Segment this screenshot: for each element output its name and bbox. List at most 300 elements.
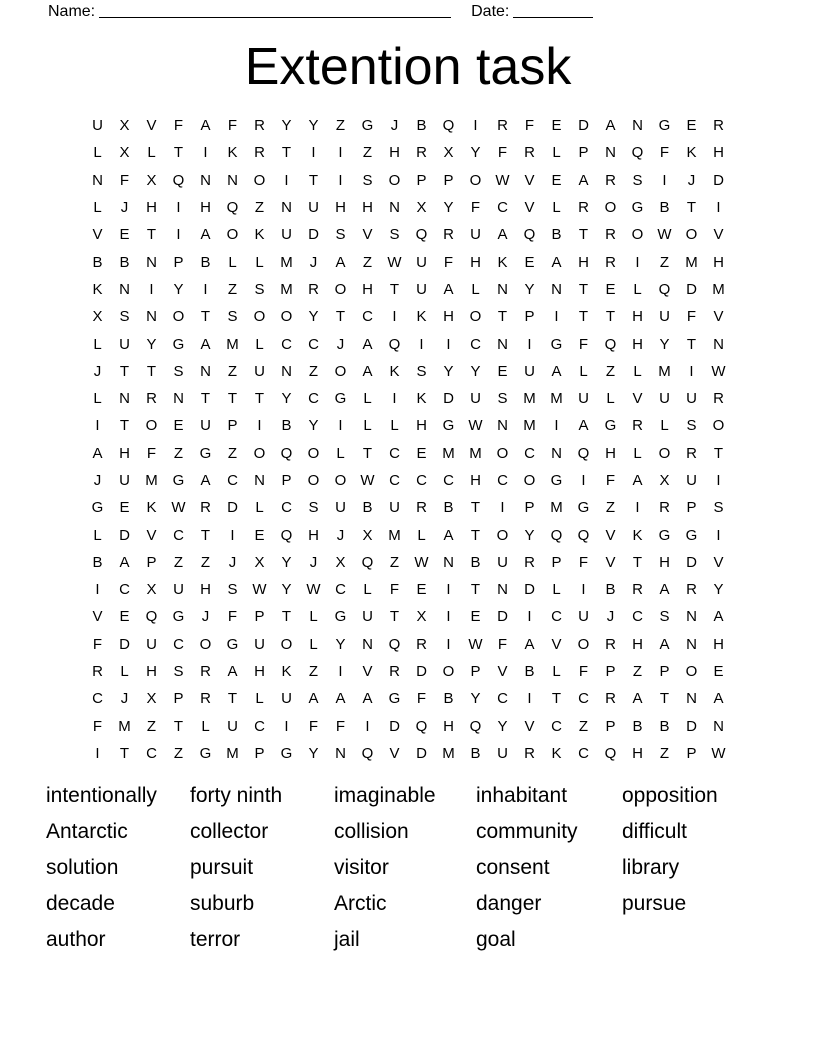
grid-cell[interactable]: L (255, 499, 264, 517)
grid-cell[interactable]: C (308, 390, 319, 408)
grid-cell[interactable]: S (416, 362, 427, 380)
grid-cell[interactable]: G (685, 526, 698, 544)
grid-cell[interactable]: N (497, 335, 508, 353)
grid-cell[interactable]: D (578, 117, 589, 135)
grid-cell[interactable]: V (713, 553, 724, 571)
grid-cell[interactable]: O (199, 635, 212, 653)
grid-cell[interactable]: F (389, 581, 400, 599)
grid-cell[interactable]: Y (470, 144, 481, 162)
grid-cell[interactable]: U (146, 635, 157, 653)
grid-cell[interactable]: Y (443, 199, 454, 217)
grid-cell[interactable]: G (577, 499, 590, 517)
grid-cell[interactable]: R (632, 417, 643, 435)
word-list-item[interactable]: opposition (622, 784, 718, 807)
grid-cell[interactable]: T (659, 690, 670, 708)
grid-cell[interactable]: X (416, 608, 427, 626)
grid-cell[interactable]: W (468, 417, 483, 435)
grid-cell[interactable]: R (578, 199, 589, 217)
grid-cell[interactable]: L (606, 390, 615, 408)
grid-cell[interactable]: Y (173, 280, 184, 298)
grid-cell[interactable]: C (389, 444, 400, 462)
grid-cell[interactable]: I (203, 144, 208, 162)
grid-cell[interactable]: W (252, 581, 267, 599)
grid-cell[interactable]: N (389, 199, 400, 217)
grid-cell[interactable]: L (309, 608, 318, 626)
grid-cell[interactable]: L (93, 335, 102, 353)
grid-cell[interactable]: O (334, 362, 347, 380)
grid-cell[interactable]: S (308, 499, 319, 517)
grid-cell[interactable]: I (446, 635, 451, 653)
grid-cell[interactable]: C (173, 635, 184, 653)
grid-cell[interactable]: Q (604, 744, 617, 762)
grid-cell[interactable]: I (662, 171, 667, 189)
grid-cell[interactable]: N (119, 390, 130, 408)
grid-cell[interactable]: O (334, 472, 347, 489)
grid-cell[interactable]: I (419, 335, 424, 353)
grid-cell[interactable]: O (172, 308, 185, 326)
grid-cell[interactable]: L (336, 444, 345, 462)
grid-cell[interactable]: S (632, 171, 643, 189)
grid-cell[interactable]: R (686, 444, 697, 462)
grid-cell[interactable]: X (659, 472, 670, 489)
grid-cell[interactable]: G (226, 635, 239, 653)
grid-cell[interactable]: P (173, 253, 184, 271)
grid-cell[interactable]: K (146, 499, 157, 517)
grid-cell[interactable]: O (388, 171, 401, 189)
grid-cell[interactable]: I (527, 690, 532, 708)
grid-cell[interactable]: L (633, 280, 642, 298)
grid-cell[interactable]: A (443, 280, 454, 298)
grid-cell[interactable]: C (281, 335, 292, 353)
grid-cell[interactable]: L (255, 253, 264, 271)
grid-cell[interactable]: T (470, 581, 481, 599)
grid-cell[interactable]: S (173, 663, 184, 681)
grid-cell[interactable]: T (470, 499, 481, 517)
grid-cell[interactable]: H (146, 199, 157, 217)
grid-cell[interactable]: A (659, 635, 670, 653)
grid-cell[interactable]: F (227, 117, 238, 135)
grid-cell[interactable]: L (255, 690, 264, 708)
grid-cell[interactable]: S (497, 390, 508, 408)
grid-cell[interactable]: Q (577, 444, 590, 462)
grid-cell[interactable]: C (551, 717, 562, 735)
grid-cell[interactable]: I (446, 581, 451, 599)
grid-cell[interactable]: Y (308, 308, 319, 326)
grid-cell[interactable]: B (470, 744, 481, 762)
grid-cell[interactable]: I (257, 417, 262, 435)
grid-cell[interactable]: T (605, 308, 616, 326)
grid-cell[interactable]: L (552, 144, 561, 162)
grid-cell[interactable]: B (524, 663, 535, 681)
grid-cell[interactable]: I (446, 335, 451, 353)
grid-cell[interactable]: L (552, 663, 561, 681)
grid-cell[interactable]: G (172, 335, 185, 353)
grid-cell[interactable]: A (92, 444, 103, 462)
grid-cell[interactable]: B (443, 499, 454, 517)
grid-cell[interactable]: Y (335, 635, 346, 653)
grid-cell[interactable]: T (578, 280, 589, 298)
grid-cell[interactable]: T (200, 526, 211, 544)
grid-cell[interactable]: Z (254, 199, 265, 217)
grid-cell[interactable]: P (470, 663, 481, 681)
word-list-item[interactable]: pursuit (190, 856, 254, 879)
grid-cell[interactable]: I (149, 280, 154, 298)
grid-cell[interactable]: F (497, 635, 508, 653)
grid-cell[interactable]: I (527, 608, 532, 626)
grid-cell[interactable]: R (605, 171, 616, 189)
grid-cell[interactable]: U (497, 553, 508, 571)
grid-cell[interactable]: L (471, 280, 480, 298)
grid-cell[interactable]: F (470, 199, 481, 217)
grid-cell[interactable]: I (554, 308, 559, 326)
grid-cell[interactable]: V (362, 663, 373, 681)
grid-cell[interactable]: A (551, 362, 562, 380)
grid-cell[interactable]: G (172, 472, 185, 489)
grid-cell[interactable]: L (93, 144, 102, 162)
grid-cell[interactable]: J (687, 171, 696, 189)
grid-cell[interactable]: I (581, 581, 586, 599)
grid-cell[interactable]: A (497, 226, 508, 244)
grid-cell[interactable]: Y (308, 744, 319, 762)
grid-cell[interactable]: W (495, 171, 510, 189)
word-search-grid[interactable] (84, 112, 732, 767)
grid-cell[interactable]: R (605, 635, 616, 653)
grid-cell[interactable]: L (552, 199, 561, 217)
grid-cell[interactable]: I (176, 199, 181, 217)
grid-cell[interactable]: R (632, 581, 643, 599)
grid-cell[interactable]: P (551, 553, 562, 571)
word-list-item[interactable]: difficult (622, 820, 687, 843)
grid-cell[interactable]: I (284, 717, 289, 735)
grid-cell[interactable]: I (581, 472, 586, 489)
grid-cell[interactable]: W (171, 499, 186, 517)
grid-cell[interactable]: R (659, 499, 670, 517)
grid-cell[interactable]: A (200, 472, 211, 489)
grid-cell[interactable]: W (657, 226, 672, 244)
grid-cell[interactable]: U (659, 308, 670, 326)
grid-cell[interactable]: O (307, 472, 320, 489)
grid-cell[interactable]: A (713, 690, 724, 708)
grid-cell[interactable]: R (254, 117, 265, 135)
grid-cell[interactable]: P (605, 663, 616, 681)
grid-cell[interactable]: O (307, 444, 320, 462)
grid-cell[interactable]: H (335, 199, 346, 217)
grid-cell[interactable]: P (524, 308, 535, 326)
grid-cell[interactable]: R (200, 663, 211, 681)
grid-cell[interactable]: A (578, 417, 589, 435)
grid-cell[interactable]: M (685, 253, 698, 271)
grid-cell[interactable]: Y (524, 526, 535, 544)
grid-cell[interactable]: V (389, 744, 400, 762)
grid-cell[interactable]: L (579, 362, 588, 380)
grid-cell[interactable]: F (578, 663, 589, 681)
grid-cell[interactable]: G (658, 117, 671, 135)
grid-cell[interactable]: L (120, 663, 129, 681)
grid-cell[interactable]: N (713, 717, 724, 735)
grid-cell[interactable]: T (578, 308, 589, 326)
grid-cell[interactable]: I (365, 717, 370, 735)
grid-cell[interactable]: H (308, 526, 319, 544)
grid-cell[interactable]: U (470, 390, 481, 408)
grid-cell[interactable]: R (605, 690, 616, 708)
grid-cell[interactable]: E (254, 526, 265, 544)
grid-cell[interactable]: Q (145, 608, 158, 626)
grid-cell[interactable]: Q (442, 117, 455, 135)
grid-cell[interactable]: I (689, 362, 694, 380)
grid-cell[interactable]: X (416, 199, 427, 217)
grid-cell[interactable]: T (227, 690, 238, 708)
grid-cell[interactable]: P (686, 744, 697, 762)
word-list-item[interactable]: solution (46, 856, 119, 879)
grid-cell[interactable]: A (632, 472, 643, 489)
grid-cell[interactable]: D (524, 581, 535, 599)
grid-cell[interactable]: U (119, 472, 130, 489)
grid-cell[interactable]: V (524, 199, 535, 217)
grid-cell[interactable]: I (95, 417, 100, 435)
grid-cell[interactable]: M (712, 280, 725, 298)
grid-cell[interactable]: O (496, 444, 509, 462)
grid-cell[interactable]: W (468, 635, 483, 653)
grid-cell[interactable]: C (335, 581, 346, 599)
grid-cell[interactable]: Z (362, 253, 373, 271)
grid-cell[interactable]: I (554, 417, 559, 435)
grid-cell[interactable]: I (338, 171, 343, 189)
grid-cell[interactable]: W (387, 253, 402, 271)
grid-cell[interactable]: S (227, 308, 238, 326)
grid-cell[interactable]: V (524, 717, 535, 735)
grid-cell[interactable]: F (686, 308, 697, 326)
grid-cell[interactable]: L (93, 526, 102, 544)
grid-cell[interactable]: N (200, 171, 211, 189)
grid-cell[interactable]: F (497, 144, 508, 162)
word-list-item[interactable]: collector (190, 820, 269, 843)
grid-cell[interactable]: Z (227, 280, 238, 298)
grid-cell[interactable]: R (200, 499, 211, 517)
grid-cell[interactable]: T (335, 308, 346, 326)
grid-cell[interactable]: B (659, 199, 670, 217)
grid-cell[interactable]: Q (415, 717, 428, 735)
grid-cell[interactable]: F (578, 335, 589, 353)
grid-cell[interactable]: B (92, 253, 103, 271)
grid-cell[interactable]: H (578, 253, 589, 271)
grid-cell[interactable]: Y (443, 362, 454, 380)
grid-cell[interactable]: P (146, 553, 157, 571)
grid-cell[interactable]: H (713, 144, 724, 162)
grid-cell[interactable]: E (119, 608, 130, 626)
grid-cell[interactable]: Q (280, 444, 293, 462)
grid-cell[interactable]: S (227, 581, 238, 599)
grid-cell[interactable]: R (524, 144, 535, 162)
grid-cell[interactable]: B (92, 553, 103, 571)
grid-cell[interactable]: K (227, 144, 238, 162)
grid-cell[interactable]: T (200, 308, 211, 326)
grid-cell[interactable]: R (389, 663, 400, 681)
date-write-in-line[interactable] (513, 2, 593, 18)
grid-cell[interactable]: O (469, 308, 482, 326)
grid-cell[interactable]: Q (550, 526, 563, 544)
grid-cell[interactable]: F (173, 117, 184, 135)
grid-cell[interactable]: H (362, 199, 373, 217)
grid-cell[interactable]: Z (308, 362, 319, 380)
grid-cell[interactable]: Q (361, 553, 374, 571)
grid-cell[interactable]: F (605, 472, 616, 489)
grid-cell[interactable]: R (146, 390, 157, 408)
grid-cell[interactable]: Q (604, 335, 617, 353)
word-list-item[interactable]: Antarctic (46, 820, 128, 843)
grid-cell[interactable]: Q (577, 526, 590, 544)
grid-cell[interactable]: D (497, 608, 508, 626)
grid-cell[interactable]: G (91, 499, 104, 517)
grid-cell[interactable]: G (280, 744, 293, 762)
grid-cell[interactable]: S (389, 226, 400, 244)
grid-cell[interactable]: U (173, 581, 184, 599)
grid-cell[interactable]: V (632, 390, 643, 408)
grid-cell[interactable]: I (635, 499, 640, 517)
grid-cell[interactable]: Z (362, 144, 373, 162)
grid-cell[interactable]: F (335, 717, 346, 735)
grid-cell[interactable]: Z (335, 117, 346, 135)
grid-cell[interactable]: M (280, 280, 293, 298)
grid-cell[interactable]: E (713, 663, 724, 681)
word-list-item[interactable]: forty ninth (190, 784, 283, 807)
grid-cell[interactable]: R (605, 226, 616, 244)
grid-cell[interactable]: C (497, 199, 508, 217)
grid-cell[interactable]: E (470, 608, 481, 626)
grid-cell[interactable]: B (200, 253, 211, 271)
grid-cell[interactable]: U (497, 744, 508, 762)
grid-cell[interactable]: O (280, 635, 293, 653)
grid-cell[interactable]: E (416, 444, 427, 462)
grid-cell[interactable]: T (389, 608, 400, 626)
grid-cell[interactable]: F (92, 717, 103, 735)
grid-cell[interactable]: J (93, 472, 102, 489)
grid-cell[interactable]: Y (470, 690, 481, 708)
grid-cell[interactable]: T (254, 390, 265, 408)
grid-cell[interactable]: C (470, 335, 481, 353)
grid-cell[interactable]: M (226, 744, 239, 762)
grid-cell[interactable]: E (416, 581, 427, 599)
grid-cell[interactable]: Y (281, 581, 292, 599)
grid-cell[interactable]: M (226, 335, 239, 353)
grid-cell[interactable]: T (578, 226, 589, 244)
grid-cell[interactable]: B (605, 581, 616, 599)
grid-cell[interactable]: V (524, 171, 535, 189)
grid-cell[interactable]: S (335, 226, 346, 244)
grid-cell[interactable]: R (605, 253, 616, 271)
grid-cell[interactable]: I (635, 253, 640, 271)
grid-cell[interactable]: H (443, 717, 454, 735)
word-list-item[interactable]: goal (476, 928, 516, 951)
grid-cell[interactable]: N (605, 144, 616, 162)
grid-cell[interactable]: D (416, 663, 427, 681)
grid-cell[interactable]: C (92, 690, 103, 708)
grid-cell[interactable]: U (470, 226, 481, 244)
grid-cell[interactable]: R (92, 663, 103, 681)
grid-cell[interactable]: C (443, 472, 454, 489)
grid-cell[interactable]: I (392, 390, 397, 408)
grid-cell[interactable]: R (686, 581, 697, 599)
grid-cell[interactable]: R (713, 117, 724, 135)
word-list-item[interactable]: decade (46, 892, 115, 915)
grid-cell[interactable]: L (660, 417, 669, 435)
grid-cell[interactable]: G (631, 199, 644, 217)
grid-cell[interactable]: K (497, 253, 508, 271)
grid-cell[interactable]: M (388, 526, 401, 544)
grid-cell[interactable]: O (496, 526, 509, 544)
grid-cell[interactable]: A (362, 690, 373, 708)
grid-cell[interactable]: S (362, 171, 373, 189)
grid-cell[interactable]: V (146, 526, 157, 544)
grid-cell[interactable]: E (551, 117, 562, 135)
grid-cell[interactable]: X (146, 690, 157, 708)
grid-cell[interactable]: X (254, 553, 265, 571)
word-list-item[interactable]: visitor (334, 856, 389, 879)
grid-cell[interactable]: O (280, 308, 293, 326)
grid-cell[interactable]: N (686, 690, 697, 708)
grid-cell[interactable]: O (253, 171, 266, 189)
word-list-item[interactable]: Arctic (334, 892, 387, 915)
grid-cell[interactable]: N (686, 635, 697, 653)
grid-cell[interactable]: M (280, 253, 293, 271)
grid-cell[interactable]: Z (389, 553, 400, 571)
grid-cell[interactable]: G (334, 608, 347, 626)
grid-cell[interactable]: O (253, 444, 266, 462)
grid-cell[interactable]: T (686, 335, 697, 353)
grid-cell[interactable]: C (578, 744, 589, 762)
grid-cell[interactable]: O (712, 417, 725, 435)
grid-cell[interactable]: X (119, 144, 130, 162)
grid-cell[interactable]: T (119, 362, 130, 380)
grid-cell[interactable]: M (469, 444, 482, 462)
grid-cell[interactable]: F (578, 553, 589, 571)
grid-cell[interactable]: P (173, 690, 184, 708)
grid-cell[interactable]: C (227, 472, 238, 489)
grid-cell[interactable]: A (200, 335, 211, 353)
grid-cell[interactable]: I (338, 663, 343, 681)
grid-cell[interactable]: E (119, 499, 130, 517)
grid-cell[interactable]: Y (308, 117, 319, 135)
grid-cell[interactable]: C (254, 717, 265, 735)
grid-cell[interactable]: C (308, 335, 319, 353)
grid-cell[interactable]: T (362, 444, 373, 462)
grid-cell[interactable]: M (523, 390, 536, 408)
grid-cell[interactable]: M (550, 390, 563, 408)
grid-cell[interactable]: G (199, 744, 212, 762)
grid-cell[interactable]: H (362, 280, 373, 298)
grid-cell[interactable]: N (497, 581, 508, 599)
grid-cell[interactable]: L (633, 362, 642, 380)
grid-cell[interactable]: O (253, 308, 266, 326)
grid-cell[interactable]: V (497, 663, 508, 681)
grid-cell[interactable]: U (659, 390, 670, 408)
grid-cell[interactable]: Q (415, 226, 428, 244)
grid-cell[interactable]: D (119, 526, 130, 544)
grid-cell[interactable]: I (95, 744, 100, 762)
grid-cell[interactable]: F (146, 444, 157, 462)
grid-cell[interactable]: U (578, 608, 589, 626)
grid-cell[interactable]: R (416, 499, 427, 517)
grid-cell[interactable]: N (92, 171, 103, 189)
word-list-item[interactable]: danger (476, 892, 542, 915)
grid-cell[interactable]: K (416, 308, 427, 326)
grid-cell[interactable]: G (550, 335, 563, 353)
grid-cell[interactable]: M (145, 472, 158, 489)
grid-cell[interactable]: N (686, 608, 697, 626)
grid-cell[interactable]: Z (200, 553, 211, 571)
grid-cell[interactable]: A (335, 690, 346, 708)
grid-cell[interactable]: S (686, 417, 697, 435)
grid-cell[interactable]: A (200, 226, 211, 244)
